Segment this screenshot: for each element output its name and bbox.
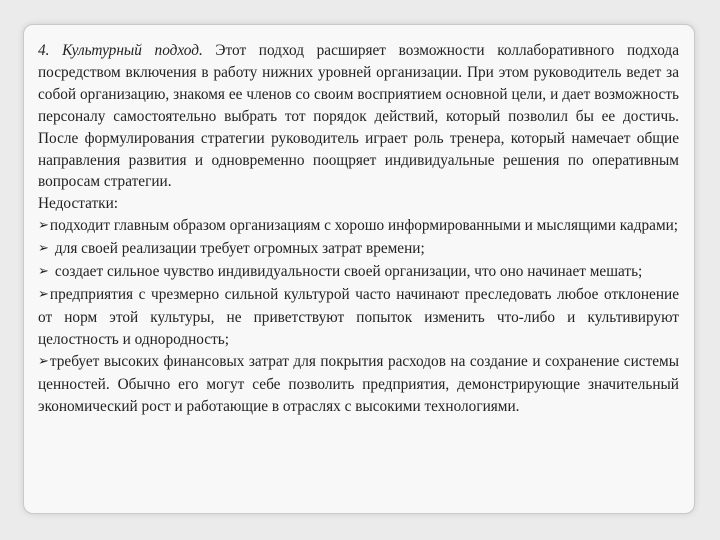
drawback-item <box>38 238 679 261</box>
drawback-item <box>38 261 679 284</box>
intro-text: Этот подход расширяет возможности коллаборативного подхода посредством включения в работу нижних уровней организации. При этом руководитель ведет за собой организацию, знакомя ее членов со своим восприятием основной цели, и дает возможность персоналу самостоятельно выбрать тот порядок действий, который позволил бы ее достичь. После формулирования стратегии руководитель играет роль тренера, который намечает общие направления развития и одновременно поощряет индивидуальные решения по оперативным вопросам стратегии. <box>38 42 679 191</box>
drawback-text: подходит главным образом организациям с хорошо информированными и мыслящими кадрами; <box>49 217 679 235</box>
document-text <box>38 40 679 417</box>
arrow-bullet-icon: ➢ <box>38 264 49 280</box>
drawback-text: создает сильное чувство индивидуальности своей организации, что оно начинает мешать; <box>54 263 643 281</box>
arrow-bullet-icon: ➢ <box>38 241 49 257</box>
slide-card <box>23 24 695 514</box>
arrow-bullet-icon: ➢ <box>38 353 49 369</box>
drawback-text: требует высоких финансовых затрат для покрытия расходов на создание и сохранение системы ценностей. Обычно его могут себе позволить предприятия, демонстрирующие значительный экономический рост и работающие в отраслях с высокими технологиями. <box>38 352 679 415</box>
drawback-text: предприятия с чрезмерно сильной культурой часто начинают преследовать любое отклонение от норм этой культуры, не приветствуют попыток изменить что-либо и культивируют целостность и однородность; <box>38 285 679 348</box>
intro-paragraph <box>38 40 679 193</box>
arrow-bullet-icon: ➢ <box>38 286 49 302</box>
arrow-bullet-icon: ➢ <box>38 218 49 234</box>
drawback-item <box>38 351 679 418</box>
drawback-text: для своей реализации требует огромных затрат времени; <box>54 240 425 258</box>
drawbacks-heading: Недостатки: <box>38 195 119 213</box>
intro-lead: 4. Культурный подход. <box>38 42 203 59</box>
drawback-item <box>38 284 679 351</box>
drawback-item <box>38 215 679 238</box>
